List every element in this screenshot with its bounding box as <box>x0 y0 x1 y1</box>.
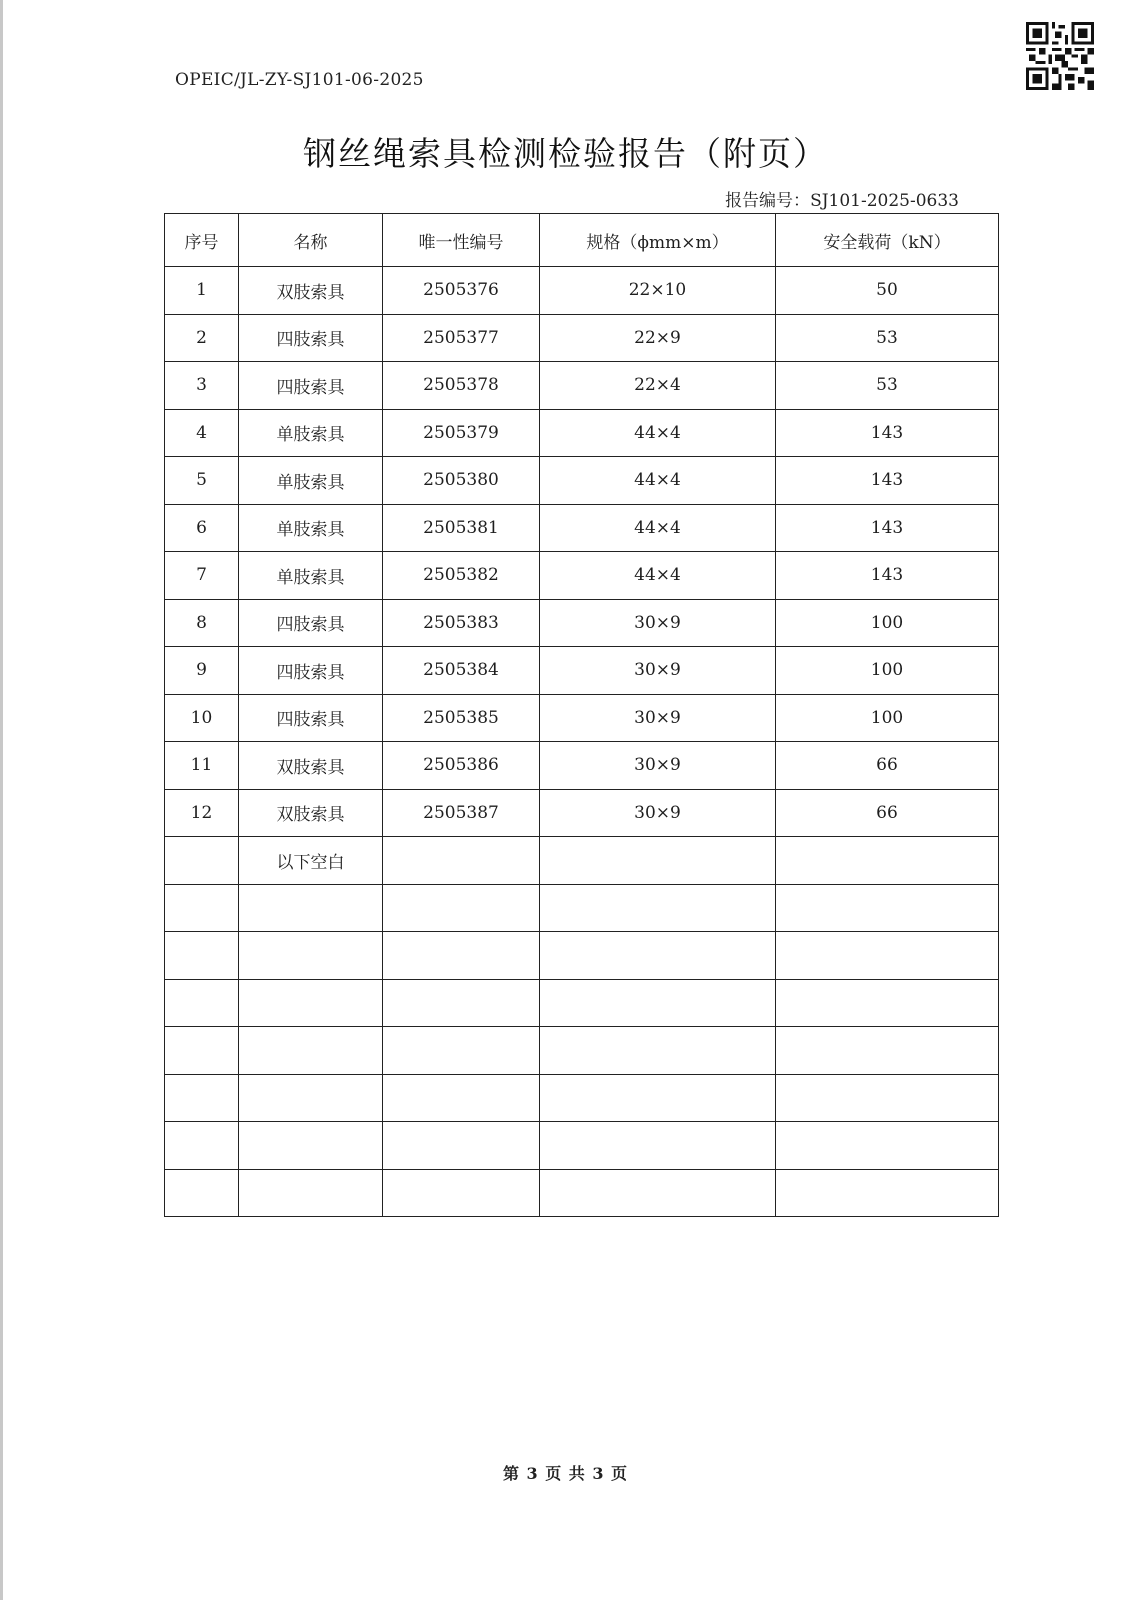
cell-index: 6 <box>165 504 239 552</box>
cell-index: 11 <box>165 742 239 790</box>
cell-unique-id: 2505384 <box>383 647 540 695</box>
cell-name: 双肢索具 <box>239 267 383 315</box>
cell-index: 7 <box>165 552 239 600</box>
cell-name: 双肢索具 <box>239 789 383 837</box>
cell-spec: 22×10 <box>540 267 776 315</box>
cell-index: 4 <box>165 409 239 457</box>
table-row <box>165 409 999 457</box>
cell-spec: 30×9 <box>540 647 776 695</box>
cell-index: 2 <box>165 314 239 362</box>
cell-name: 以下空白 <box>239 837 383 885</box>
cell-unique-id: 2505383 <box>383 599 540 647</box>
table-row <box>165 1122 999 1170</box>
cell-safe-load: 50 <box>776 267 999 315</box>
cell-name: 单肢索具 <box>239 457 383 505</box>
cell-safe-load <box>776 1027 999 1075</box>
page-footer: 第 3 页 共 3 页 <box>502 1464 629 1483</box>
table-row <box>165 1027 999 1075</box>
cell-safe-load: 66 <box>776 789 999 837</box>
column-header-unique-id: 唯一性编号 <box>383 214 540 267</box>
cell-unique-id: 2505387 <box>383 789 540 837</box>
cell-spec: 22×4 <box>540 362 776 410</box>
cell-name <box>239 932 383 980</box>
cell-unique-id: 2505380 <box>383 457 540 505</box>
cell-name <box>239 1169 383 1217</box>
cell-name: 四肢索具 <box>239 599 383 647</box>
cell-name <box>239 979 383 1027</box>
cell-name <box>239 1074 383 1122</box>
cell-spec: 44×4 <box>540 552 776 600</box>
column-header-name: 名称 <box>239 214 383 267</box>
cell-safe-load <box>776 1122 999 1170</box>
table-row <box>165 837 999 885</box>
cell-name: 四肢索具 <box>239 314 383 362</box>
cell-safe-load: 100 <box>776 694 999 742</box>
cell-index <box>165 932 239 980</box>
cell-safe-load <box>776 837 999 885</box>
cell-unique-id <box>383 1074 540 1122</box>
cell-index <box>165 979 239 1027</box>
cell-safe-load <box>776 884 999 932</box>
cell-index: 8 <box>165 599 239 647</box>
cell-spec: 30×9 <box>540 694 776 742</box>
cell-unique-id <box>383 979 540 1027</box>
cell-spec: 30×9 <box>540 742 776 790</box>
cell-unique-id: 2505385 <box>383 694 540 742</box>
cell-index: 12 <box>165 789 239 837</box>
cell-unique-id <box>383 1122 540 1170</box>
cell-spec <box>540 932 776 980</box>
cell-safe-load <box>776 1169 999 1217</box>
cell-spec: 30×9 <box>540 789 776 837</box>
cell-name: 单肢索具 <box>239 409 383 457</box>
cell-name: 双肢索具 <box>239 742 383 790</box>
cell-safe-load: 66 <box>776 742 999 790</box>
table-row <box>165 979 999 1027</box>
cell-safe-load <box>776 979 999 1027</box>
cell-spec <box>540 979 776 1027</box>
cell-unique-id: 2505378 <box>383 362 540 410</box>
cell-name: 四肢索具 <box>239 694 383 742</box>
cell-index <box>165 884 239 932</box>
column-header-spec: 规格（ϕmm×m） <box>540 214 776 267</box>
table-row <box>165 1074 999 1122</box>
table-row <box>165 362 999 410</box>
cell-name: 单肢索具 <box>239 504 383 552</box>
cell-unique-id: 2505377 <box>383 314 540 362</box>
cell-spec: 22×9 <box>540 314 776 362</box>
cell-safe-load: 100 <box>776 647 999 695</box>
cell-safe-load: 143 <box>776 457 999 505</box>
table-row <box>165 884 999 932</box>
table-row <box>165 742 999 790</box>
cell-unique-id: 2505382 <box>383 552 540 600</box>
cell-unique-id <box>383 837 540 885</box>
document-code: OPEIC/JL-ZY-SJ101-06-2025 <box>175 70 424 90</box>
cell-index: 9 <box>165 647 239 695</box>
cell-safe-load: 100 <box>776 599 999 647</box>
table-row <box>165 599 999 647</box>
scan-edge <box>0 0 3 1600</box>
report-number <box>725 186 959 211</box>
report-number-label: 报告编号： <box>725 191 811 211</box>
cell-name: 单肢索具 <box>239 552 383 600</box>
cell-spec: 44×4 <box>540 504 776 552</box>
table-row <box>165 457 999 505</box>
cell-spec <box>540 837 776 885</box>
column-header-safe-load: 安全载荷（kN） <box>776 214 999 267</box>
table-row <box>165 694 999 742</box>
cell-name: 四肢索具 <box>239 362 383 410</box>
table-row <box>165 552 999 600</box>
table-header-row <box>165 214 999 267</box>
table-body <box>165 267 999 1217</box>
cell-spec: 44×4 <box>540 409 776 457</box>
cell-name <box>239 884 383 932</box>
cell-name <box>239 1122 383 1170</box>
cell-index: 10 <box>165 694 239 742</box>
cell-index <box>165 1169 239 1217</box>
cell-safe-load: 53 <box>776 362 999 410</box>
table-row <box>165 789 999 837</box>
table-row <box>165 314 999 362</box>
cell-index <box>165 1074 239 1122</box>
inspection-table <box>164 213 999 1217</box>
report-number-value: SJ101-2025-0633 <box>810 191 959 211</box>
report-title: 钢丝绳索具检测检验报告（附页） <box>303 134 828 173</box>
cell-index <box>165 837 239 885</box>
cell-unique-id: 2505381 <box>383 504 540 552</box>
cell-spec <box>540 1122 776 1170</box>
cell-spec: 30×9 <box>540 599 776 647</box>
cell-name: 四肢索具 <box>239 647 383 695</box>
cell-name <box>239 1027 383 1075</box>
cell-unique-id <box>383 1027 540 1075</box>
cell-spec <box>540 1169 776 1217</box>
cell-unique-id <box>383 932 540 980</box>
cell-safe-load: 143 <box>776 552 999 600</box>
cell-unique-id: 2505386 <box>383 742 540 790</box>
cell-safe-load: 143 <box>776 409 999 457</box>
cell-safe-load <box>776 932 999 980</box>
cell-unique-id <box>383 1169 540 1217</box>
cell-spec <box>540 884 776 932</box>
cell-index <box>165 1027 239 1075</box>
table-row <box>165 1169 999 1217</box>
qr-code-icon <box>1026 22 1094 90</box>
cell-index: 1 <box>165 267 239 315</box>
table-row <box>165 932 999 980</box>
cell-safe-load: 143 <box>776 504 999 552</box>
cell-index: 3 <box>165 362 239 410</box>
table-row <box>165 647 999 695</box>
table-row <box>165 267 999 315</box>
cell-safe-load <box>776 1074 999 1122</box>
table-row <box>165 504 999 552</box>
cell-index <box>165 1122 239 1170</box>
cell-spec <box>540 1027 776 1075</box>
cell-safe-load: 53 <box>776 314 999 362</box>
cell-unique-id: 2505376 <box>383 267 540 315</box>
cell-unique-id: 2505379 <box>383 409 540 457</box>
cell-index: 5 <box>165 457 239 505</box>
cell-spec <box>540 1074 776 1122</box>
cell-spec: 44×4 <box>540 457 776 505</box>
cell-unique-id <box>383 884 540 932</box>
column-header-index: 序号 <box>165 214 239 267</box>
